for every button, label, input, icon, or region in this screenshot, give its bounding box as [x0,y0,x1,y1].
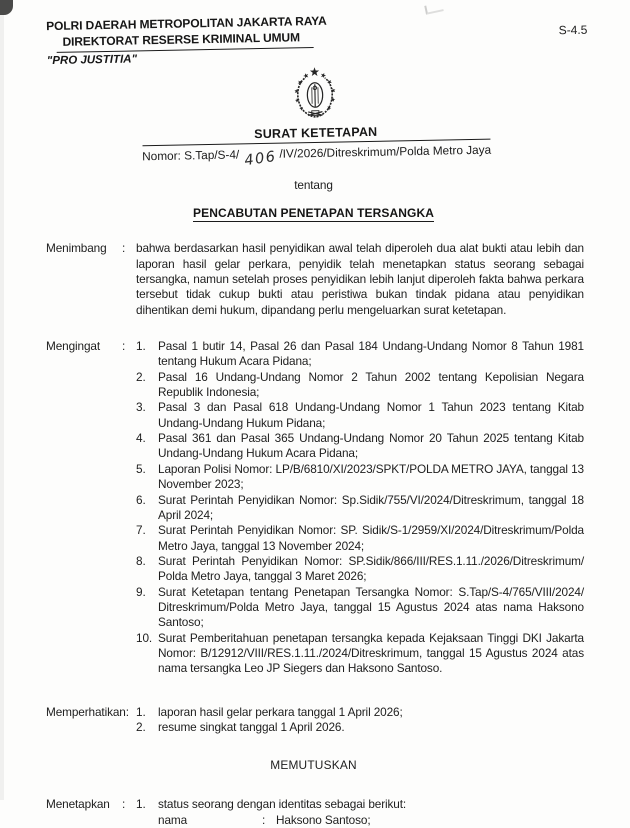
mengingat-section [46,339,584,677]
list-item: Pasal 16 Undang-Undang Nomor 2 Tahun 2002 tentang Kepolisian Negara Republik Indonesia; [158,369,584,400]
list-item: resume singkat tanggal 1 April 2026. [158,719,345,734]
document-title: SURAT KETETAPAN [254,124,378,142]
number-prefix: Nomor: S.Tap/S-4/ [142,147,240,164]
menimbang-section [46,241,584,318]
scan-corner-artifact [0,0,13,15]
menetapkan-section [46,797,584,828]
mengingat-colon: : [122,339,126,354]
mengingat-label: Mengingat [46,339,101,354]
handwritten-number: 406 [242,148,278,170]
letterhead-area [0,8,630,170]
menimbang-label: Menimbang [46,241,107,256]
list-item: Pasal 361 dan Pasal 365 Undang-Undang Nomor 20 Tahun 2025 tentang Kitab Undang-Undang Hukum Acara Pidana; [158,431,584,461]
document-subject: PENCABUTAN PENETAPAN TERSANGKA [192,206,434,221]
list-item: Pasal 3 dan Pasal 618 Undang-Undang Nomor 1 Tahun 2023 tentang Kitab Undang-Undang Hukum Pidana; [158,400,584,430]
org-name-line2: DIREKTORAT RESERSE KRIMINAL UMUM [62,30,301,49]
form-code: S-4.5 [558,22,588,38]
menetapkan-colon: : [122,797,126,812]
mengingat-list [136,339,584,677]
menimbang-text: bahwa berdasarkan hasil penyidikan awal telah diperoleh dua alat bukti atau lebih dan laporan hasil gelar perkara, penyidik telah menetapkan status seorang sebagai tersangka, namun setelah proses penyidikan lebih lanjut diperoleh fakta bahwa perkara tersebut tidak cukup bukti atau peristiwa bukan tindak pidana atau penyidikan dihentikan demi hukum, dipandang perlu mengeluarkan surat ketetapan. [136,241,584,317]
list-item: laporan hasil gelar perkara tanggal 1 April 2026; [158,704,403,719]
menetapkan-item-number: 1. [136,797,146,812]
menetapkan-label: Menetapkan [46,797,110,812]
menetapkan-item-1 [136,797,584,812]
list-item: Surat Perintah Penyidikan Nomor: Sp.Sidik/755/VI/2024/Ditreskrimum, tanggal 18 April 2024; [158,492,584,522]
subject-row [0,204,627,222]
list-item: Surat Ketetapan tentang Penetapan Tersangka Nomor: S.Tap/S-4/765/VIII/2024/ Ditreskrimum/Polda Metro Jaya, tanggal 15 Agustus 2024 atas nama Haksono Santoso; [158,584,584,630]
list-item: Pasal 1 butir 14, Pasal 26 dan Pasal 184 Undang-Undang Nomor 8 Tahun 1981 tentang Hukum Acara Pidana; [158,339,584,369]
identity-name-label: nama [158,812,188,827]
memperhatikan-list [136,705,584,736]
menimbang-colon: : [122,241,126,256]
identity-name-value: Haksono Santoso; [276,812,371,827]
identity-name-row [136,813,584,828]
org-name-line2-underline [56,28,314,53]
org-name-line1: POLRI DAERAH METROPOLITAN JAKARTA RAYA [46,13,327,34]
list-item: Laporan Polisi Nomor: LP/B/6810/XI/2023/SPKT/POLDA METRO JAYA, tanggal 13 November 2023; [158,461,584,492]
letterhead [46,9,590,67]
identity-name-colon: : [262,812,266,827]
list-item: Surat Perintah Penyidikan Nomor: SP. Sidik/S-1/2959/XI/2024/Ditreskrimum/Polda Metro Jaya, tanggal 13 November 2024; [158,523,584,553]
memutuskan-heading: MEMUTUSKAN [270,758,357,773]
list-item: Surat Perintah Penyidikan Nomor: SP.Sidik/866/III/RES.1.11./2026/Ditreskrimum/ Polda Metro Jaya, tanggal 3 Maret 2026; [158,553,584,584]
tentang-label: tentang [294,178,333,192]
memperhatikan-section [46,705,584,736]
document-number-line [142,139,492,170]
menetapkan-item-text: status seorang dengan identitas sebagai berikut: [158,797,407,812]
memperhatikan-label: Memperhatikan: [46,704,129,719]
list-item: Surat Pemberitahuan penetapan tersangka kepada Kejaksaan Tinggi DKI Jakarta Nomor: B/12912/VIII/RES.1.11./2024/Ditreskrimum, tanggal 15 Agustus 2024 atas nama tersangka Leo JP Siegers dan Haksono Santoso. [158,630,584,676]
number-suffix: /IV/2026/Ditreskrimum/Polda Metro Jaya [279,142,492,161]
pro-justitia-motto: "PRO JUSTITIA" [46,53,138,68]
